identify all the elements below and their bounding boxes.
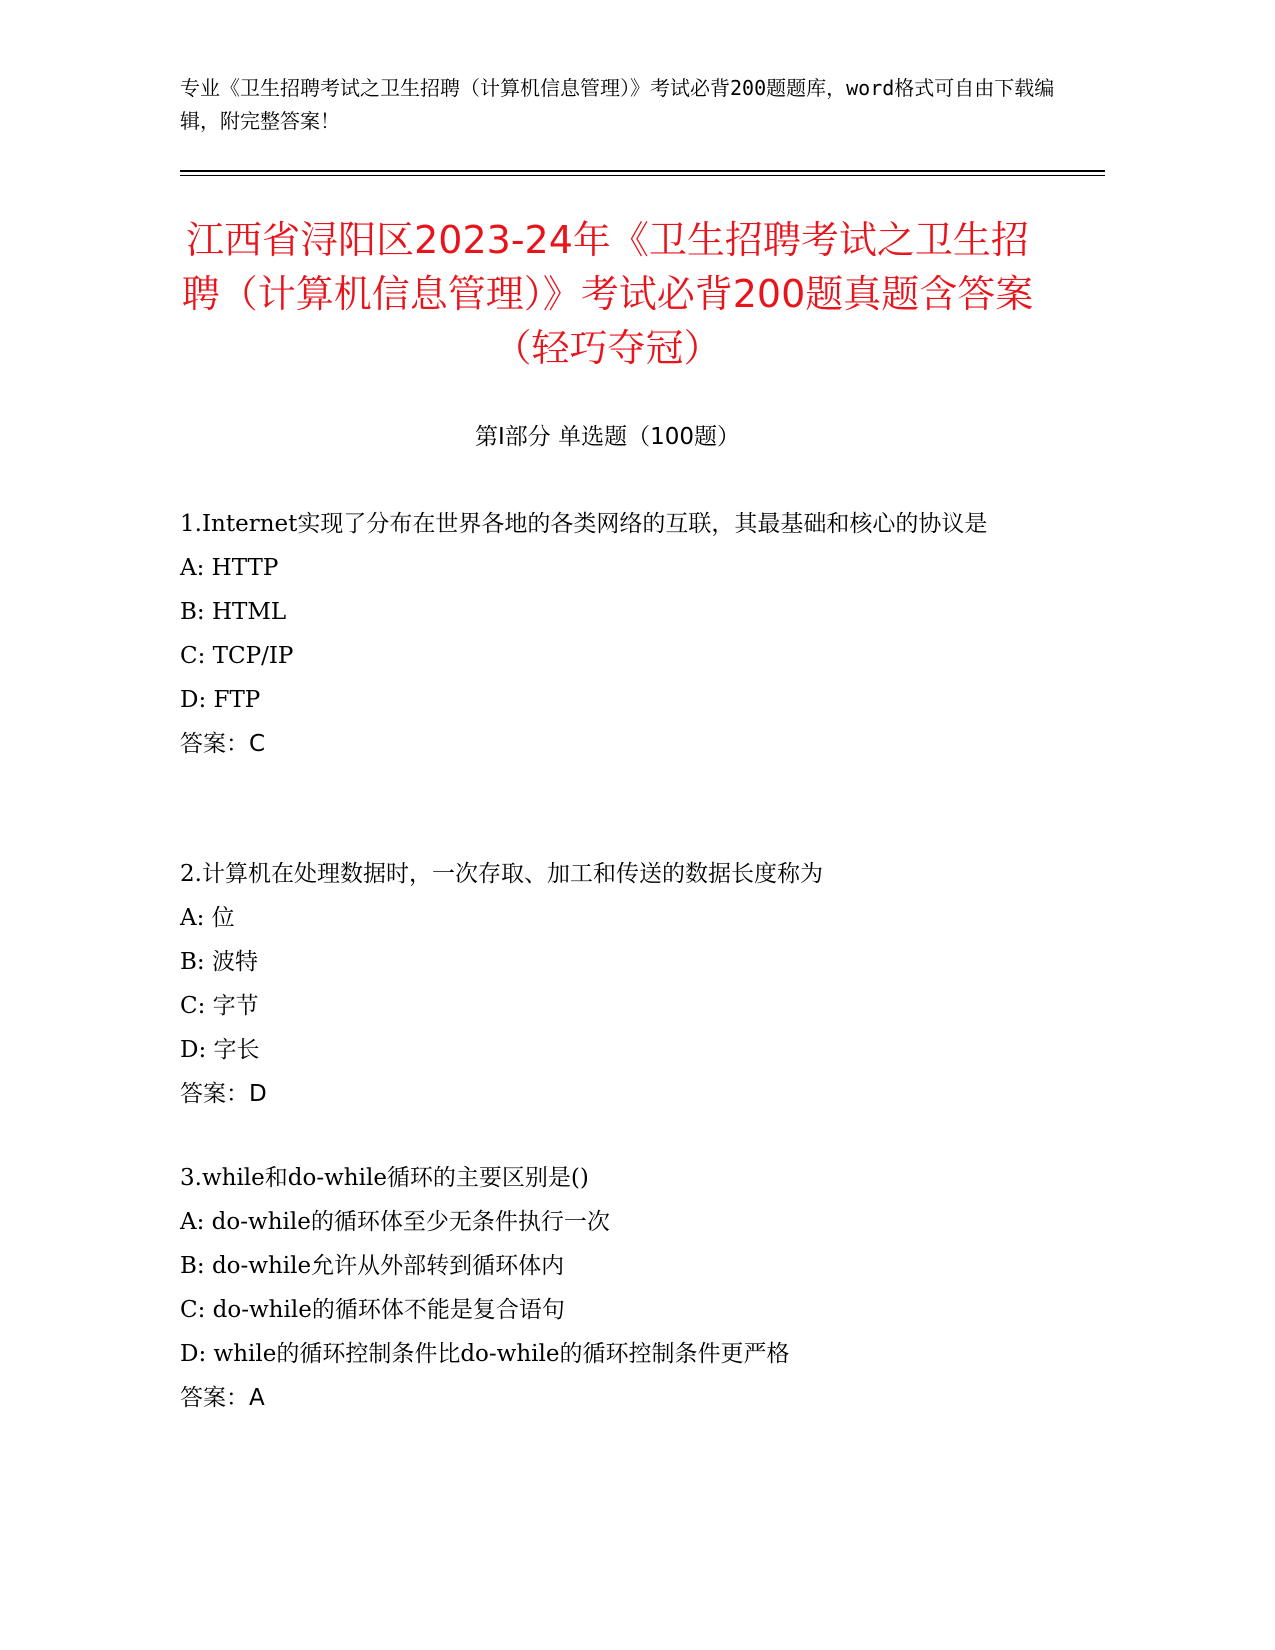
option-d: D: FTP <box>180 687 261 713</box>
option-d: D: while的循环控制条件比do-while的循环控制条件更严格 <box>180 1341 790 1367</box>
question-item <box>180 502 1060 766</box>
option-c: C: do-while的循环体不能是复合语句 <box>180 1297 565 1323</box>
question-item <box>180 852 1060 1116</box>
section-heading: 第Ⅰ部分 单选题（100题） <box>475 424 740 450</box>
option-a: A: do-while的循环体至少无条件执行一次 <box>180 1209 610 1235</box>
option-c: C: 字节 <box>180 993 259 1019</box>
answer-line: 答案：D <box>180 1081 267 1107</box>
header-divider-thin <box>180 175 1105 176</box>
option-b: B: 波特 <box>180 949 258 975</box>
question-stem: 1.Internet实现了分布在世界各地的各类网络的互联，其最基础和核心的协议是 <box>180 511 988 537</box>
header-divider-thick <box>180 170 1105 172</box>
answer-line: 答案：A <box>180 1385 265 1411</box>
question-stem: 2.计算机在处理数据时，一次存取、加工和传送的数据长度称为 <box>180 861 823 887</box>
option-d: D: 字长 <box>180 1037 260 1063</box>
header-note: 专业《卫生招聘考试之卫生招聘（计算机信息管理）》考试必背200题题库，word格式可自由下载编辑，附完整答案！ <box>180 76 1055 133</box>
question-stem: 3.while和do-while循环的主要区别是() <box>180 1165 589 1191</box>
document-title: 江西省浔阳区2023-24年《卫生招聘考试之卫生招聘（计算机信息管理）》考试必背200题真题含答案（轻巧夺冠） <box>181 218 1034 370</box>
option-b: B: do-while允许从外部转到循环体内 <box>180 1253 565 1279</box>
question-item <box>180 1156 1060 1420</box>
option-a: A: 位 <box>180 905 235 931</box>
option-a: A: HTTP <box>180 555 279 581</box>
option-c: C: TCP/IP <box>180 643 294 669</box>
answer-line: 答案：C <box>180 731 266 757</box>
option-b: B: HTML <box>180 599 287 625</box>
